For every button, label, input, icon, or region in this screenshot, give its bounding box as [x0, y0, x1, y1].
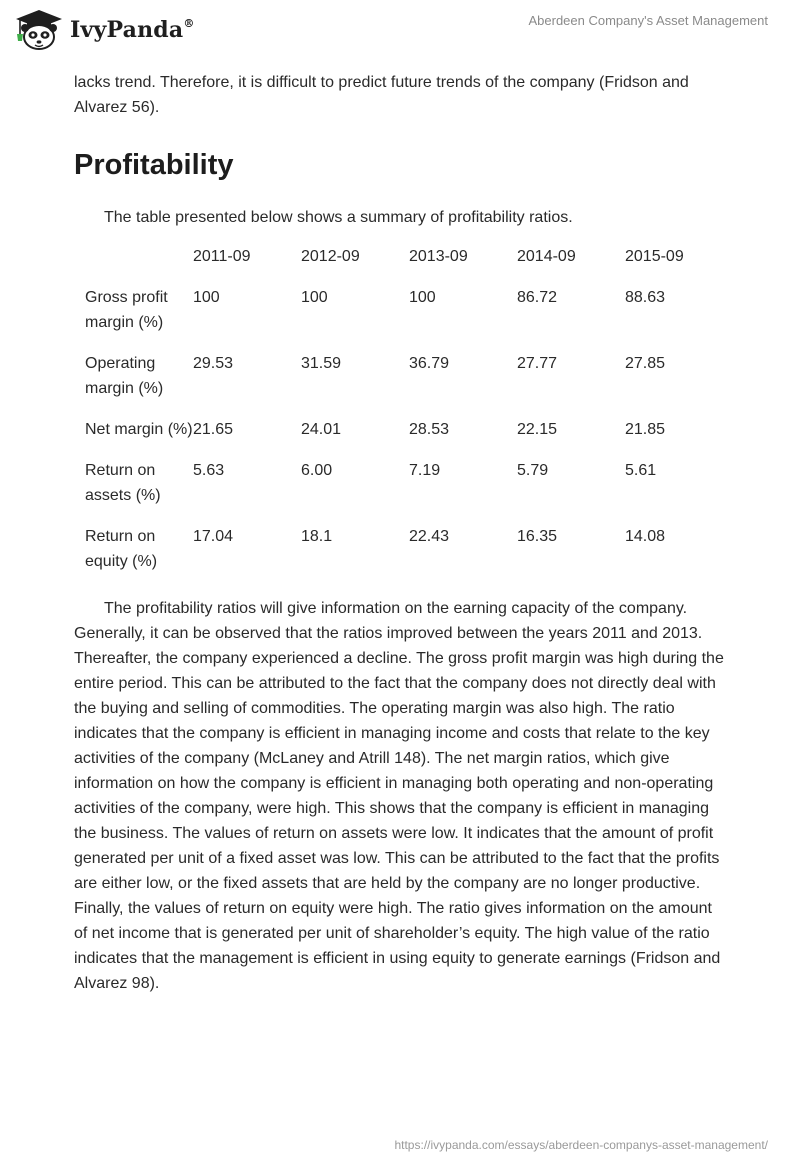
table-cell: 31.59 — [301, 355, 342, 372]
table-cell: 7.19 — [409, 462, 441, 479]
table-cell: 14.08 — [625, 528, 666, 545]
column-header: 2013-09 — [409, 248, 468, 265]
column-header: 2015-09 — [625, 248, 684, 265]
column-header: 2012-09 — [301, 248, 360, 265]
table-cell: 100 — [193, 289, 220, 306]
row-label: Gross profit margin (%) — [85, 289, 168, 331]
table-cell: 24.01 — [301, 421, 342, 438]
table-cell: 100 — [301, 289, 328, 306]
table-cell: 18.1 — [301, 528, 333, 545]
table-cell: 29.53 — [193, 355, 234, 372]
row-label: Return on equity (%) — [85, 528, 158, 570]
profitability-table — [74, 244, 725, 590]
article-body — [74, 70, 726, 996]
table-cell: 100 — [409, 289, 436, 306]
table-cell: 28.53 — [409, 421, 450, 438]
table-cell: 22.43 — [409, 528, 450, 545]
panda-graduate-icon — [14, 8, 64, 52]
row-label: Operating margin (%) — [85, 355, 164, 397]
table-intro: The table presented below shows a summary of profitability ratios. — [104, 209, 573, 226]
table-row — [74, 524, 725, 590]
table-cell: 22.15 — [517, 421, 558, 438]
brand-name: IvyPanda® — [70, 16, 195, 43]
table-cell: 86.72 — [517, 289, 558, 306]
row-label: Return on assets (%) — [85, 462, 161, 504]
table-cell: 16.35 — [517, 528, 558, 545]
table-cell: 36.79 — [409, 355, 450, 372]
table-cell: 27.85 — [625, 355, 666, 372]
table-cell: 21.85 — [625, 421, 666, 438]
registered-mark: ® — [183, 16, 195, 30]
table-row — [74, 458, 725, 524]
table-header-row — [74, 244, 725, 285]
table-row — [74, 285, 725, 351]
column-header: 2014-09 — [517, 248, 576, 265]
lead-paragraph: lacks trend. Therefore, it is difficult to predict future trends of the company (Fridson and Alvarez 56). — [74, 74, 689, 116]
column-header: 2011-09 — [193, 248, 251, 265]
table-row — [74, 351, 725, 417]
brand-logo[interactable] — [14, 8, 195, 52]
table-cell: 88.63 — [625, 289, 666, 306]
table-cell: 5.79 — [517, 462, 549, 479]
table-cell: 5.61 — [625, 462, 657, 479]
row-label: Net margin (%) — [85, 421, 193, 438]
source-url[interactable]: https://ivypanda.com/essays/aberdeen-companys-asset-management/ — [394, 1138, 768, 1152]
table-cell: 5.63 — [193, 462, 225, 479]
column-header — [74, 244, 193, 285]
page-header — [0, 0, 800, 64]
table-cell: 27.77 — [517, 355, 558, 372]
running-title: Aberdeen Company's Asset Management — [528, 13, 768, 28]
table-cell: 6.00 — [301, 462, 333, 479]
analysis-paragraph: The profitability ratios will give information on the earning capacity of the company. Generally, it can be observed that the ratios improved between the years 2011 and 2013. Thereafter, the company experienced a decline. The gross profit margin was high during the entire period. This can be attributed to the fact that the company does not directly deal with the buying and selling of commodities. The operating margin was also high. The ratio indicates that the company is efficient in managing income and costs that relate to the key activities of the company (McLaney and Atrill 148). The net margin ratios, which give information on how the company is efficient in managing both operating and non-operating activities of the company, were high. This shows that the company is efficient in managing the business. The values of return on assets were low. It indicates that the amount of profit generated per unit of a fixed asset was low. This can be attributed to the fact that the profits are either low, or the fixed assets that are held by the company are no longer productive. Finally, the values of return on equity were high. The ratio gives information on the amount of net income that is generated per unit of shareholder’s equity. The high value of the ratio indicates that the management is efficient in using equity to generate earnings (Fridson and Alvarez 98). — [74, 600, 724, 992]
table-row — [74, 417, 725, 458]
table-cell: 21.65 — [193, 421, 234, 438]
table-cell: 17.04 — [193, 528, 234, 545]
section-heading: Profitability — [74, 149, 234, 181]
